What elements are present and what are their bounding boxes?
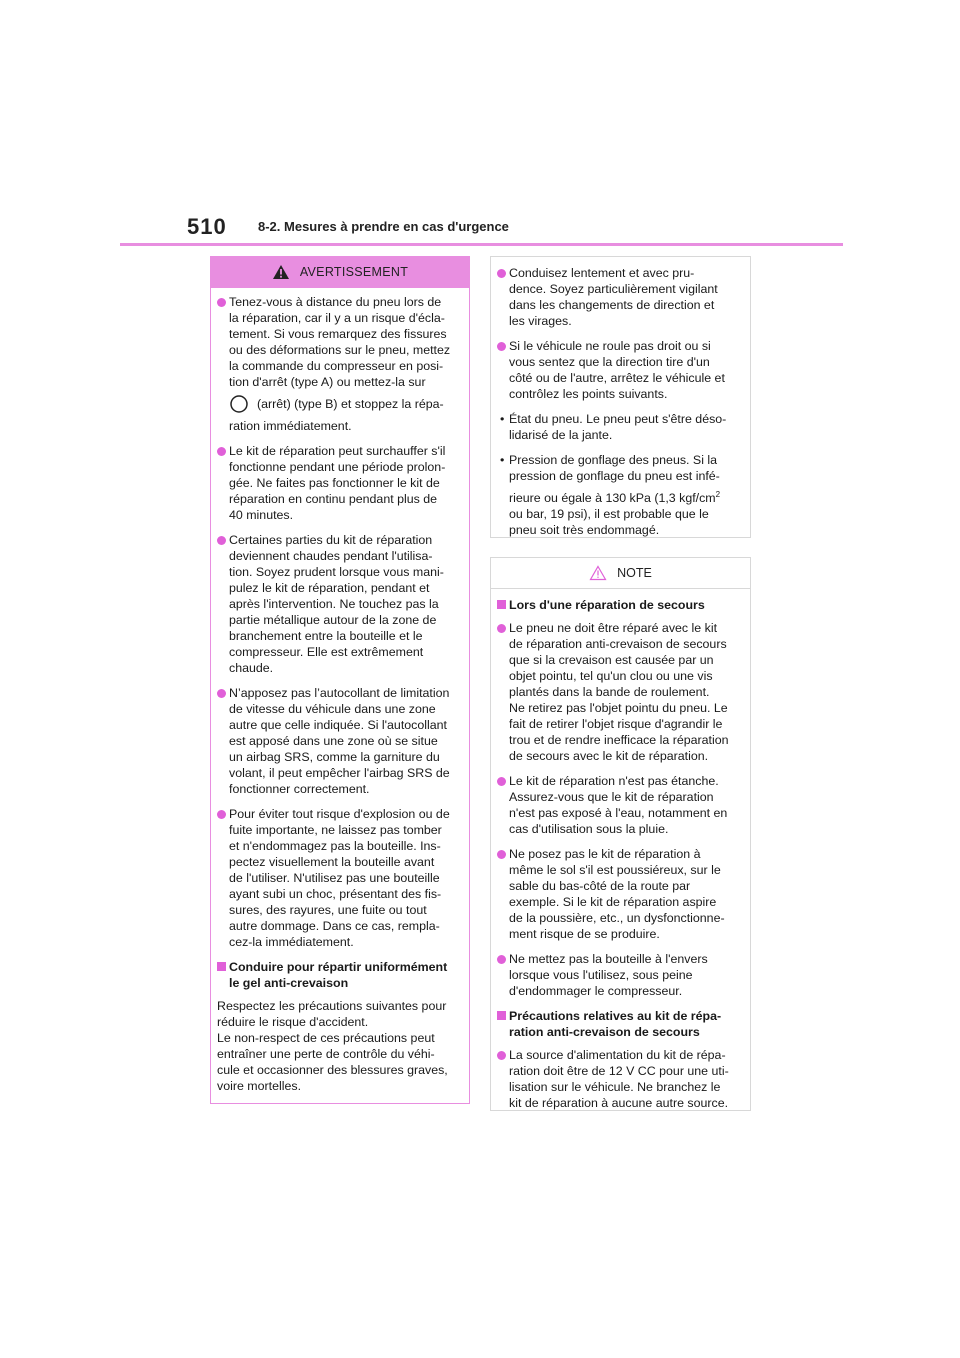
warning-box bbox=[210, 256, 470, 1104]
warning-body: Respectez les précautions suivantes pour réduire le risque d'accident. Le non-respect de ces précautions peut entraîner une perte de contrôle du véhi- cule et occasionner des blessures graves, voire mortelles. bbox=[217, 999, 448, 1093]
bullet-icon bbox=[217, 810, 226, 819]
warning-continued-box bbox=[490, 256, 751, 538]
square-bullet-icon bbox=[497, 600, 506, 609]
warning-item bbox=[217, 443, 459, 523]
bullet-icon bbox=[217, 536, 226, 545]
warning-item-text: Tenez-vous à distance du pneu lors de la réparation, car il y a un risque d'écla- tement. Si vous remarquez des fissures ou des déformations sur le pneu, mettez la commande du compresseur en posi- tion d'arrêt (type A) ou mettez-la sur bbox=[229, 295, 451, 389]
note-item bbox=[497, 846, 740, 942]
warning-item-text: Pour éviter tout risque d'explosion ou de fuite importante, ne laissez pas tomber et n'endommagez pas la bouteille. Ins- pectez visuellement la bouteille avant de l'utiliser. N'utilisez pas une bouteille ayant subi un choc, présentant des fis- sures, des rayures, une fuite ou tout autre dommage. Dans ce cas, rempla- cez-la immédiatement. bbox=[229, 807, 450, 949]
section-title: 8-2. Mesures à prendre en cas d'urgence bbox=[258, 219, 509, 234]
bullet-icon bbox=[217, 447, 226, 456]
note-item bbox=[497, 773, 740, 837]
warning-item-text: Si le véhicule ne roule pas droit ou si vous sentez que la direction tire d'un côté ou de l'autre, arrêtez le véhicule et contrôlez les points suivants. bbox=[509, 339, 725, 401]
header-divider bbox=[120, 243, 843, 246]
warning-triangle-icon bbox=[272, 264, 290, 280]
note-item-text: Ne mettez pas la bouteille à l'envers lorsque vous l'utilisez, sous peine d'endommager le compresseur. bbox=[509, 952, 708, 998]
page-header bbox=[0, 0, 960, 250]
pressure-text: rieure ou égale à 130 kPa (1,3 kgf/cm bbox=[509, 491, 716, 505]
warning-subheading bbox=[217, 959, 459, 991]
check-item bbox=[497, 411, 740, 443]
bullet-icon bbox=[497, 1051, 506, 1060]
note-subheading bbox=[497, 1008, 740, 1040]
check-item-text: Pression de gonflage des pneus. Si la pression de gonflage du pneu est infé- bbox=[509, 453, 720, 483]
bullet-icon bbox=[497, 777, 506, 786]
check-item bbox=[497, 452, 740, 538]
dot-bullet-icon: • bbox=[500, 453, 505, 467]
warning-title: AVERTISSEMENT bbox=[299, 265, 409, 279]
caution-triangle-icon bbox=[589, 565, 607, 581]
note-item bbox=[497, 620, 740, 764]
note-item-text: Ne posez pas le kit de réparation à même le sol s'il est poussiéreux, sur le sable du bas-côté de la route par exemple. Si le kit de réparation aspire de la poussière, etc., un dysfonctionne- ment risque de se produire. bbox=[509, 847, 725, 941]
warning-item-tail: ration immédiatement. bbox=[229, 419, 352, 433]
square-bullet-icon bbox=[497, 1011, 506, 1020]
note-subheading-text: Précautions relatives au kit de répa- ration anti-crevaison de secours bbox=[509, 1009, 722, 1039]
note-box bbox=[490, 557, 751, 1111]
dot-bullet-icon: • bbox=[500, 412, 505, 426]
note-subheading-text: Lors d'une réparation de secours bbox=[509, 598, 705, 612]
bullet-icon bbox=[217, 689, 226, 698]
check-item-text: État du pneu. Le pneu peut s'être déso- lidarisé de la jante. bbox=[509, 412, 727, 442]
power-off-text: (arrêt) (type B) et stoppez la répa- bbox=[257, 397, 444, 411]
warning-item bbox=[217, 685, 459, 797]
note-item-text: Le pneu ne doit être réparé avec le kit de réparation anti-crevaison de secours que si la crevaison est causée par un objet pointu, tel qu'un clou ou une vis plantés dans la bande de roulement. Ne retirez pas l'objet pointu du pneu. Le fait de retirer l'objet risque d'agrandir le trou et de rendre inefficace la réparation de secours avec le kit de réparation. bbox=[509, 621, 729, 763]
note-header bbox=[491, 558, 750, 589]
note-item bbox=[497, 951, 740, 999]
square-bullet-icon bbox=[217, 962, 226, 971]
power-off-row bbox=[217, 394, 459, 414]
pressure-tail: ou bar, 19 psi), il est probable que le pneu soit très endommagé. bbox=[509, 507, 709, 537]
warning-item bbox=[217, 806, 459, 950]
warning-header bbox=[211, 257, 469, 288]
note-subheading bbox=[497, 597, 740, 613]
warning-item bbox=[497, 265, 740, 329]
warning-item bbox=[497, 338, 740, 402]
power-off-icon bbox=[229, 394, 249, 414]
warning-item-text: N’apposez pas l’autocollant de limitation de vitesse du véhicule dans une zone autre que celle indiquée. Si l'autocollant est apposé dans une zone où se situe un airbag SRS, comme la garniture du volant, il peut empêcher l'airbag SRS de fonctionner correctement. bbox=[229, 686, 450, 796]
warning-item-text: Certaines parties du kit de réparation deviennent chaudes pendant l'utilisa- tion. Soyez prudent lorsque vous mani- pulez le kit de réparation, pendant et après l'intervention. Ne touchez pas la partie métallique autour de la zone de branchement entre la bouteille et le compresseur. Elle est extrêmement chaude. bbox=[229, 533, 444, 675]
bullet-icon bbox=[497, 955, 506, 964]
warning-item bbox=[217, 294, 459, 390]
note-title: NOTE bbox=[617, 566, 652, 580]
bullet-icon bbox=[497, 850, 506, 859]
bullet-icon bbox=[497, 269, 506, 278]
note-item bbox=[497, 1047, 740, 1111]
bullet-icon bbox=[497, 342, 506, 351]
page-number: 510 bbox=[187, 214, 227, 239]
note-item-text: Le kit de réparation n'est pas étanche. Assurez-vous que le kit de réparation n'est pas exposé à l'eau, notamment en cas d'utilisation sous la pluie. bbox=[509, 774, 728, 836]
warning-item-text: Conduisez lentement et avec pru- dence. Soyez particulièrement vigilant dans les changements de direction et les virages. bbox=[509, 266, 718, 328]
warning-item-text: Le kit de réparation peut surchauffer s'il fonctionne pendant une période prolon- gée. Ne faites pas fonctionner le kit de réparation en continu pendant plus de 40 minutes. bbox=[229, 444, 446, 522]
note-item-text: La source d'alimentation du kit de répa- ration doit être de 12 V CC pour une uti- lisation sur le véhicule. Ne branchez le kit de réparation à aucune autre source. bbox=[509, 1048, 729, 1110]
bullet-icon bbox=[497, 624, 506, 633]
pressure-line bbox=[509, 490, 740, 506]
bullet-icon bbox=[217, 298, 226, 307]
pressure-superscript: 2 bbox=[715, 489, 721, 499]
warning-subheading-text: Conduire pour répartir uniformément le gel anti-crevaison bbox=[229, 960, 448, 990]
warning-item bbox=[217, 532, 459, 676]
